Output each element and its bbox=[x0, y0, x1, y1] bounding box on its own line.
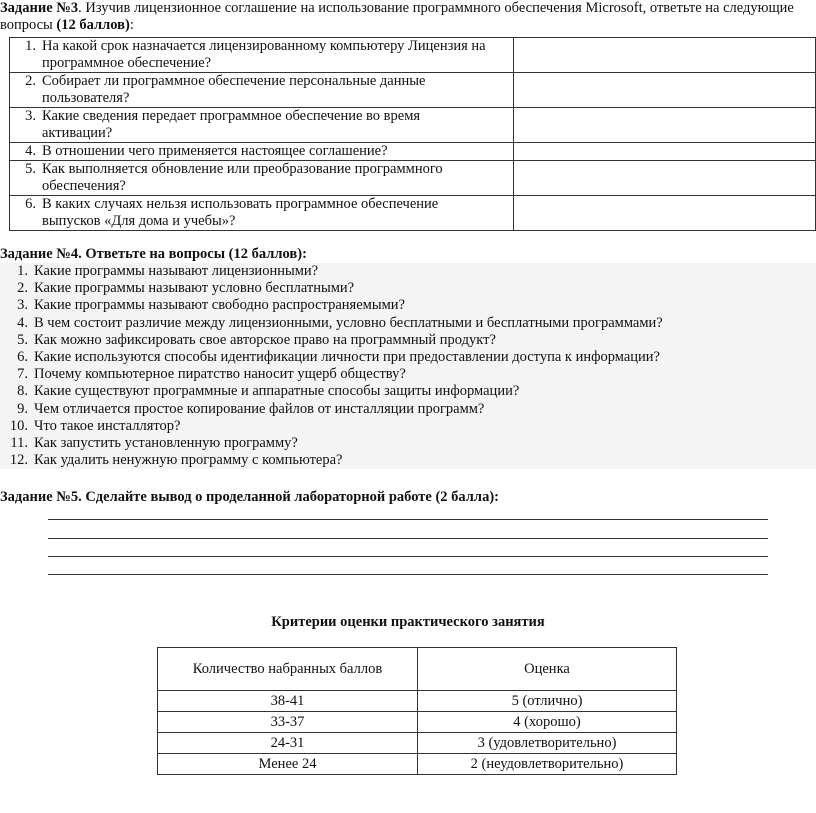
question-text: Как можно зафиксировать свое авторское право на программный продукт? bbox=[34, 331, 496, 348]
table-row bbox=[10, 161, 816, 196]
answer-line-1[interactable] bbox=[48, 519, 768, 520]
answer-line-3[interactable] bbox=[48, 556, 768, 557]
list-item bbox=[0, 366, 816, 383]
question-number: 12. bbox=[9, 452, 28, 469]
list-item bbox=[0, 263, 816, 280]
question-text-cont: выпусков «Для дома и учебы»? bbox=[42, 213, 236, 229]
grade-cell: 2 (неудовлетворительно) bbox=[418, 754, 677, 775]
question-text: Какие используются способы идентификации личности при предоставлении доступа к информации? bbox=[34, 349, 660, 366]
question-text: Чем отличается простое копирование файлов от инсталляции программ? bbox=[34, 400, 485, 417]
table-row bbox=[10, 196, 816, 231]
task5-heading-text: Задание №5. Сделайте вывод о проделанной лабораторной работе (2 балла): bbox=[0, 489, 499, 505]
table-row bbox=[158, 712, 677, 733]
task3-intro-tail: : bbox=[129, 17, 134, 33]
question-number: 10. bbox=[9, 417, 28, 434]
question-number: 1. bbox=[17, 263, 28, 279]
task3-intro-plain: вопросы bbox=[0, 17, 57, 33]
list-item bbox=[0, 401, 816, 418]
grade-cell: 4 (хорошо) bbox=[418, 712, 677, 733]
table-row bbox=[10, 38, 816, 73]
task3-answer-cell[interactable] bbox=[514, 73, 816, 108]
task3-question-cell bbox=[10, 196, 514, 231]
column-header-grade: Оценка bbox=[418, 648, 677, 691]
question-text: Что такое инсталлятор? bbox=[34, 417, 181, 434]
question-text-cont: пользователя? bbox=[42, 90, 130, 106]
table-row bbox=[10, 73, 816, 108]
task3-answer-cell[interactable] bbox=[514, 196, 816, 231]
list-item bbox=[0, 452, 816, 469]
question-text-cont: активации? bbox=[42, 125, 113, 141]
task3-question-cell bbox=[10, 38, 514, 73]
question-number: 1. bbox=[25, 38, 36, 54]
question-text: Какие программы называют условно бесплатными? bbox=[34, 280, 355, 297]
list-item bbox=[0, 315, 816, 332]
criteria-title: Критерии оценки практического занятия bbox=[271, 614, 545, 630]
question-text: В чем состоит различие между лицензионными, условно бесплатными и бесплатными программами? bbox=[34, 314, 663, 331]
task5-heading bbox=[0, 489, 499, 506]
answer-line-4[interactable] bbox=[48, 574, 768, 575]
task4-question-list bbox=[0, 263, 816, 469]
task3-answer-cell[interactable] bbox=[514, 108, 816, 143]
table-row bbox=[10, 143, 816, 161]
task3-points: (12 баллов) bbox=[56, 17, 130, 33]
points-cell: Менее 24 bbox=[158, 754, 418, 775]
question-text: Собирает ли программное обеспечение персональные данные bbox=[42, 73, 426, 89]
task3-question-cell bbox=[10, 73, 514, 108]
list-item bbox=[0, 418, 816, 435]
task3-heading bbox=[0, 0, 816, 34]
question-number: 5. bbox=[25, 161, 36, 177]
task3-answer-cell[interactable] bbox=[514, 38, 816, 73]
question-number: 7. bbox=[17, 366, 28, 383]
table-row bbox=[10, 108, 816, 143]
points-cell: 33-37 bbox=[158, 712, 418, 733]
table-row bbox=[158, 733, 677, 754]
question-text: Какие существуют программные и аппаратные способы защиты информации? bbox=[34, 383, 520, 400]
task3-answer-cell[interactable] bbox=[514, 161, 816, 196]
task3-question-table bbox=[9, 37, 816, 231]
question-text: Какие программы называют свободно распространяемыми? bbox=[34, 297, 405, 314]
question-text: Как удалить ненужную программу с компьютера? bbox=[34, 452, 343, 469]
list-item bbox=[0, 280, 816, 297]
question-number: 8. bbox=[17, 383, 28, 400]
question-text: В каких случаях нельзя использовать программное обеспечение bbox=[42, 196, 439, 212]
table-row bbox=[158, 691, 677, 712]
task3-intro-line1: . Изучив лицензионное соглашение на использование программного обеспечения Microsoft, ответьте на следующие bbox=[78, 0, 794, 16]
task3-question-cell bbox=[10, 143, 514, 161]
question-number: 6. bbox=[25, 196, 36, 212]
task4-heading bbox=[0, 246, 307, 263]
question-text: Как запустить установленную программу? bbox=[34, 435, 298, 452]
question-number: 3. bbox=[17, 297, 28, 314]
list-item bbox=[0, 349, 816, 366]
question-text: В отношении чего применяется настоящее соглашение? bbox=[42, 143, 388, 159]
answer-line-2[interactable] bbox=[48, 538, 768, 539]
question-text-cont: программное обеспечение? bbox=[42, 55, 212, 71]
question-number: 5. bbox=[17, 331, 28, 348]
question-text: Какие программы называют лицензионными? bbox=[34, 263, 319, 279]
column-header-points: Количество набранных баллов bbox=[158, 648, 418, 691]
question-number: 4. bbox=[17, 314, 28, 331]
list-item bbox=[0, 435, 816, 452]
question-number: 4. bbox=[25, 143, 36, 159]
question-number: 2. bbox=[25, 73, 36, 89]
grade-cell: 3 (удовлетворительно) bbox=[418, 733, 677, 754]
task3-question-cell bbox=[10, 161, 514, 196]
points-cell: 38-41 bbox=[158, 691, 418, 712]
question-number: 3. bbox=[25, 108, 36, 124]
task3-question-cell bbox=[10, 108, 514, 143]
task3-answer-cell[interactable] bbox=[514, 143, 816, 161]
question-text-cont: обеспечения? bbox=[42, 178, 126, 194]
task3-label: Задание №3 bbox=[0, 0, 79, 16]
criteria-table bbox=[157, 647, 677, 775]
table-row bbox=[158, 754, 677, 775]
task4-heading-text: Задание №4. Ответьте на вопросы (12 баллов): bbox=[0, 246, 307, 262]
task3-intro-line2 bbox=[0, 17, 816, 34]
question-number: 6. bbox=[17, 349, 28, 366]
question-text: На какой срок назначается лицензированному компьютеру Лицензия на bbox=[42, 38, 486, 54]
question-text: Почему компьютерное пиратство наносит ущерб обществу? bbox=[34, 366, 406, 383]
list-item bbox=[0, 383, 816, 400]
question-number: 2. bbox=[17, 280, 28, 297]
list-item bbox=[0, 297, 816, 314]
points-cell: 24-31 bbox=[158, 733, 418, 754]
question-text: Как выполняется обновление или преобразование программного bbox=[42, 161, 443, 177]
grade-cell: 5 (отлично) bbox=[418, 691, 677, 712]
question-number: 9. bbox=[17, 400, 28, 417]
question-number: 11. bbox=[10, 435, 28, 452]
list-item bbox=[0, 332, 816, 349]
question-text: Какие сведения передает программное обеспечение во время bbox=[42, 108, 421, 124]
table-header-row bbox=[158, 648, 677, 691]
